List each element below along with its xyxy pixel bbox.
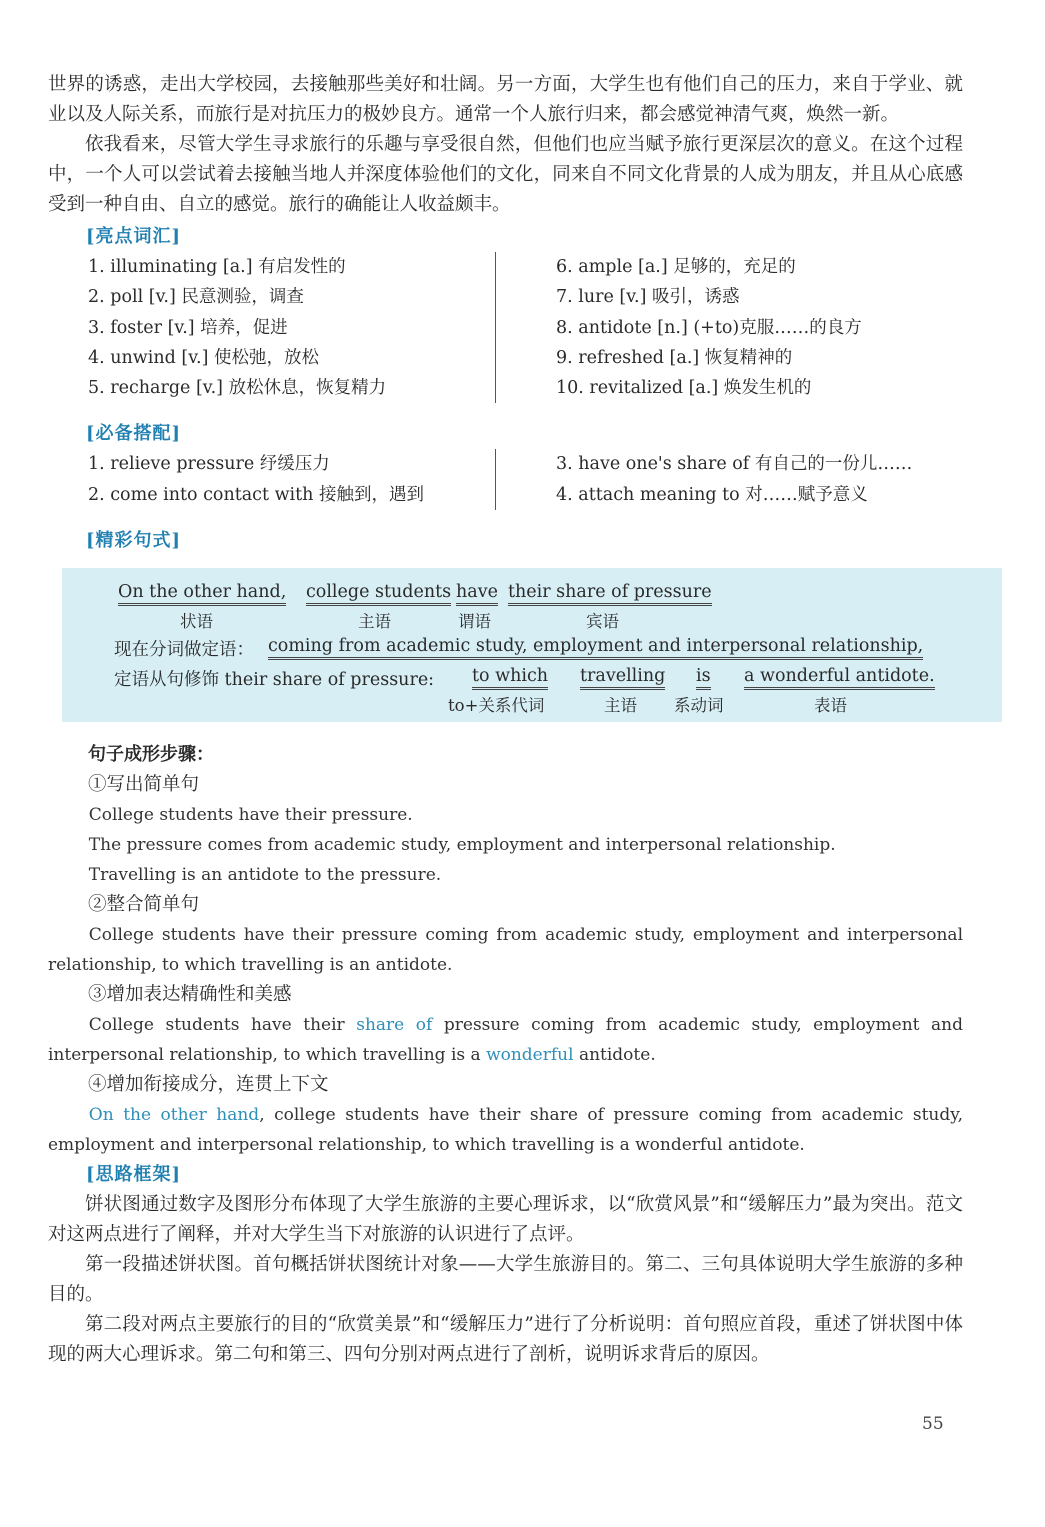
framework-heading: [思路框架] xyxy=(86,1164,182,1186)
highlight-wonderful: wonderful xyxy=(486,1045,574,1066)
intro-paragraph-1: 世界的诱惑，走出大学校园，去接触那些美好和壮阔。另一方面，大学生也有他们自己的压力，来自于学业、就业以及人际关系，而旅行是对抗压力的极妙良方。通常一个人旅行归来，都会感觉神清气爽，焕然一新。 xyxy=(48,74,963,125)
vocab-item: 6. ample [a.] 足够的，充足的 xyxy=(556,257,796,277)
framework-paragraph: 第一段描述饼状图。首句概括饼状图统计对象——大学生旅游目的。第二、三句具体说明大学生旅游的多种目的。 xyxy=(48,1254,963,1306)
step1-line: Travelling is an antidote to the pressure. xyxy=(88,865,442,886)
vocab-item: 9. refreshed [a.] 恢复精神的 xyxy=(556,347,793,368)
vocab-item: 3. foster [v.] 培养，促进 xyxy=(88,317,288,338)
label-clause-subject: 主语 xyxy=(604,696,637,716)
clause-subject: travelling xyxy=(580,666,665,690)
vocab-item: 10. revitalized [a.] 焕发生机的 xyxy=(556,378,812,399)
vocab-item: 8. antidote [n.] (+to)克服……的良方 xyxy=(556,317,862,338)
clause-predicative: a wonderful antidote. xyxy=(744,666,935,690)
vocab-list xyxy=(88,252,963,403)
label-adverbial: 状语 xyxy=(180,612,213,632)
label-object: 宾语 xyxy=(586,612,619,632)
step1-title: ①写出简单句 xyxy=(88,774,200,796)
collocation-item: 1. relieve pressure 纾缓压力 xyxy=(88,454,330,475)
collocation-item: 2. come into contact with 接触到，遇到 xyxy=(88,484,425,505)
step2-title: ②整合简单句 xyxy=(88,894,200,916)
vocab-item: 5. recharge [v.] 放松休息，恢复精力 xyxy=(88,378,387,399)
intro-paragraph-2: 依我看来，尽管大学生寻求旅行的乐趣与享受很自然，但他们也应当赋予旅行更深层次的意义。在这个过程中，一个人可以尝试着去接触当地人并深度体验他们的文化，同来自不同文化背景的人成为朋友，并且从心底感受到一种自由、自立的感觉。旅行的确能让人收益颇丰。 xyxy=(48,134,963,215)
vocab-item: 7. lure [v.] 吸引，诱惑 xyxy=(556,287,740,308)
clause-verb: is xyxy=(696,666,711,690)
step1-line: The pressure comes from academic study, employment and interpersonal relationship. xyxy=(88,835,836,856)
label-linking-verb: 系动词 xyxy=(674,696,724,716)
collocation-heading: [必备搭配] xyxy=(86,423,182,445)
collocation-list xyxy=(88,449,963,510)
label-predicate: 谓语 xyxy=(458,612,491,632)
step4-title: ④增加衔接成分，连贯上下文 xyxy=(88,1074,329,1096)
label-relative: to+关系代词 xyxy=(448,696,545,716)
pattern-object: their share of pressure xyxy=(508,582,712,606)
page-number: 55 xyxy=(922,1414,944,1434)
step2-text: College students have their pressure coming from academic study, employment and interpersonal relationship, to which travelling is an antidote. xyxy=(48,925,963,976)
steps-title: 句子成形步骤： xyxy=(88,744,214,766)
highlight-share-of: share of xyxy=(356,1015,433,1036)
collocation-item: 3. have one's share of 有自己的一份儿…… xyxy=(556,454,913,475)
step3-title: ③增加表达精确性和美感 xyxy=(88,984,292,1006)
pattern-heading: [精彩句式] xyxy=(86,530,182,552)
label-subject: 主语 xyxy=(358,612,391,632)
vocab-item: 2. poll [v.] 民意测验，调查 xyxy=(88,287,304,308)
pattern-adverbial: On the other hand, xyxy=(118,582,286,606)
step3-text: College students have their share of pressure coming from academic study, employment and interpersonal relationship, to which travelling is a wonderful antidote. xyxy=(48,1015,963,1066)
vocab-item: 1. illuminating [a.] 有启发性的 xyxy=(88,257,346,277)
clause-relative: to which xyxy=(472,666,548,690)
step1-line: College students have their pressure. xyxy=(88,805,413,826)
vocab-heading: [亮点词汇] xyxy=(86,226,182,247)
highlight-on-the-other-hand: On the other hand xyxy=(88,1105,260,1126)
collocation-item: 4. attach meaning to 对……赋予意义 xyxy=(556,484,868,505)
participle-prefix: 现在分词做定语： xyxy=(114,640,254,661)
pattern-subject: college students xyxy=(306,582,451,606)
clause-prefix: 定语从句修饰 their share of pressure: xyxy=(114,670,435,691)
page-body xyxy=(48,70,963,1370)
sentence-analysis-box xyxy=(62,568,1002,722)
pattern-predicate: have xyxy=(456,582,498,606)
participle-phrase: coming from academic study, employment and interpersonal relationship, xyxy=(268,636,923,660)
step4-text: On the other hand, college students have their share of pressure coming from academic study, employment and interpersonal relationship, to which travelling is a wonderful antidote. xyxy=(48,1105,963,1156)
label-predicative: 表语 xyxy=(814,696,847,716)
framework-paragraph: 饼状图通过数字及图形分布体现了大学生旅游的主要心理诉求，以“欣赏风景”和“缓解压力”最为突出。范文对这两点进行了阐释，并对大学生当下对旅游的认识进行了点评。 xyxy=(48,1194,963,1246)
framework-paragraph: 第二段对两点主要旅行的目的“欣赏美景”和“缓解压力”进行了分析说明：首句照应首段，重述了饼状图中体现的两大心理诉求。第二句和第三、四句分别对两点进行了剖析，说明诉求背后的原因。 xyxy=(48,1314,963,1366)
vocab-item: 4. unwind [v.] 使松弛，放松 xyxy=(88,347,320,368)
